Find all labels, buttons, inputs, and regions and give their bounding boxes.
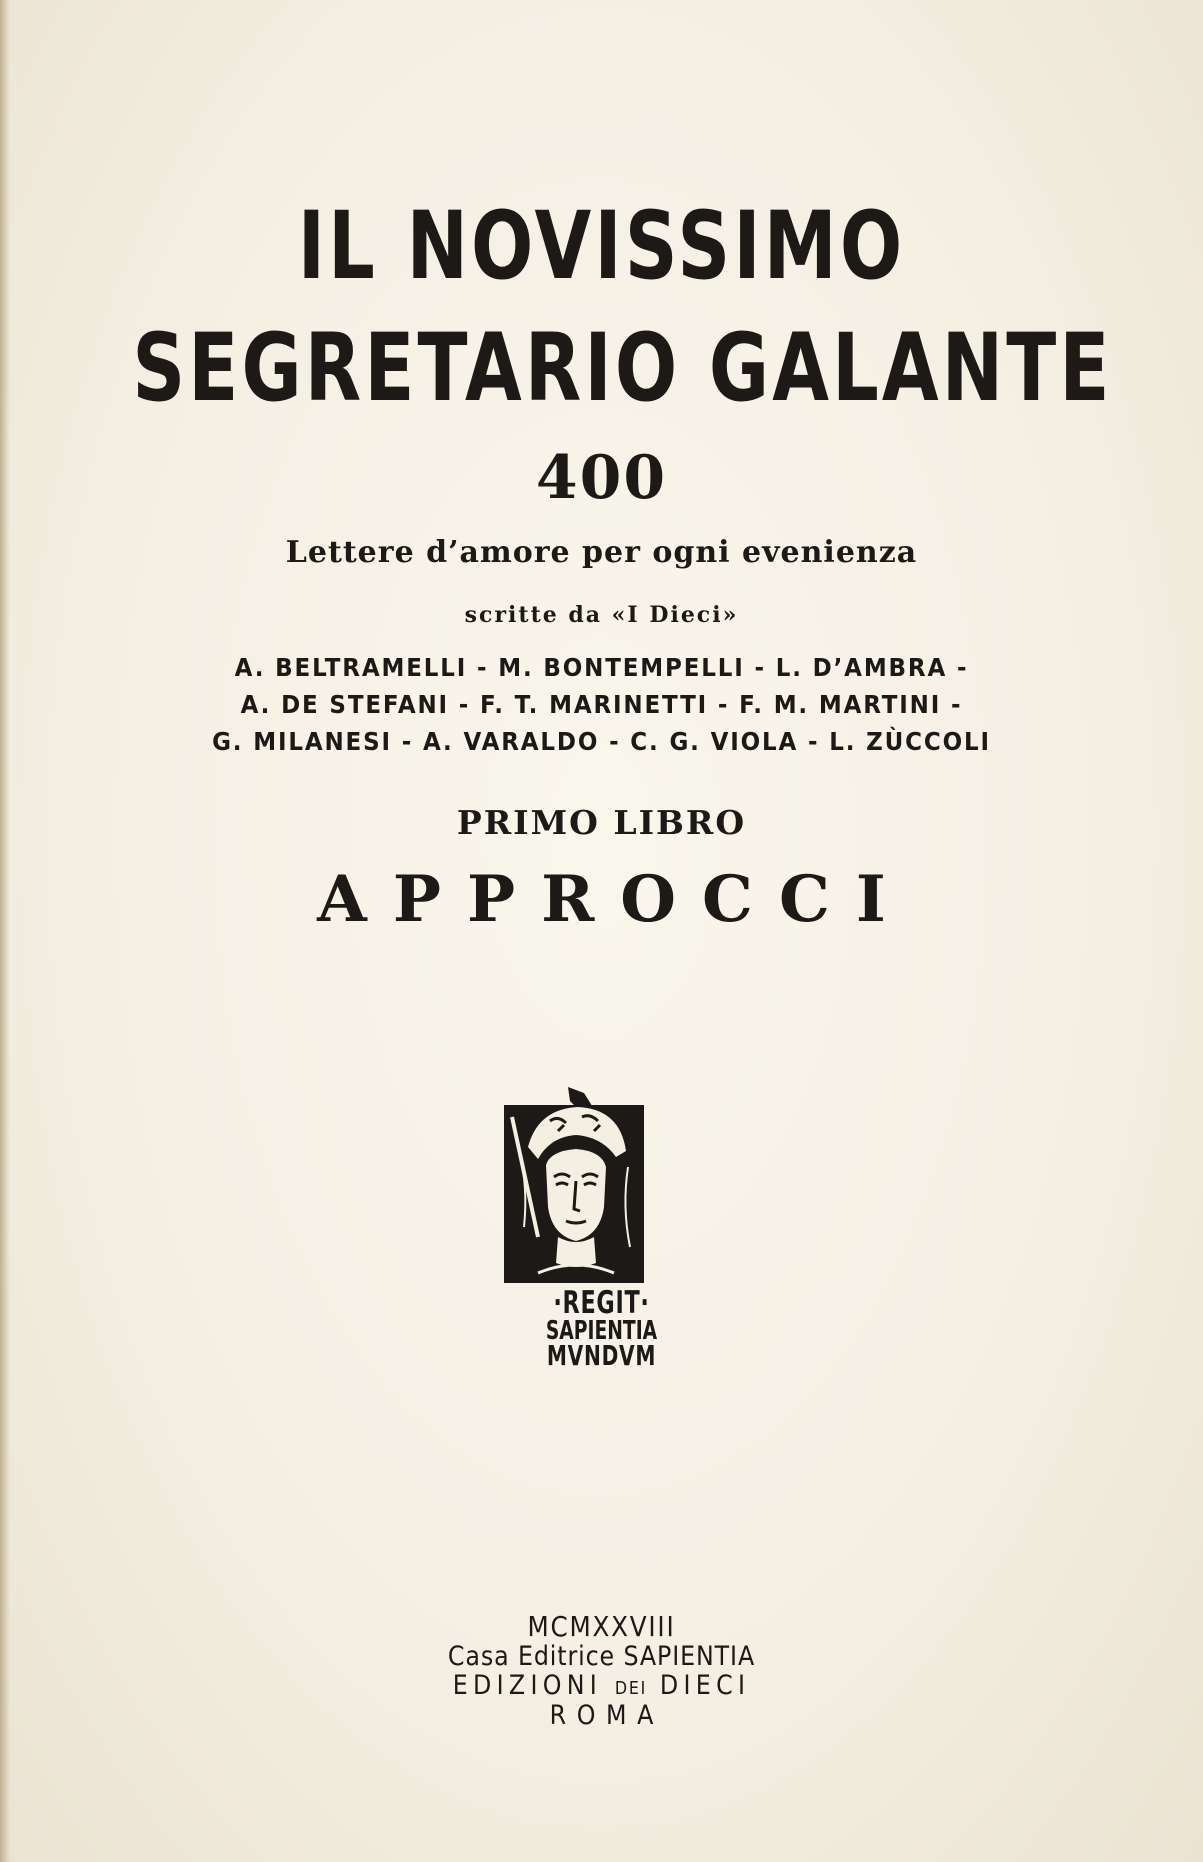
minerva-head-icon (498, 1087, 650, 1287)
letter-count: 400 (535, 443, 668, 513)
byline: scritte da «I Dieci» (464, 602, 739, 628)
title-line-1: IL NOVISSIMO (297, 192, 906, 301)
authors-line-1: A. BELTRAMELLI - M. BONTEMPELLI - L. D’AMBRA - (234, 653, 969, 682)
edition-word-2: DEI (614, 1678, 648, 1699)
emblem-motto-line-3: MVNDVM (546, 1339, 657, 1372)
edition-word-1: EDIZIONI (452, 1670, 603, 1701)
title-line-2: SEGRETARIO GALANTE (132, 314, 1113, 423)
emblem-motto-line-1: ·REGIT· (553, 1285, 650, 1321)
edition-word-3: DIECI (659, 1670, 751, 1701)
emblem-motto-line-2: SAPIENTIA (545, 1316, 658, 1346)
publication-year: MCMXXVIII (527, 1610, 676, 1643)
edition-line (72, 1672, 1131, 1699)
subtitle: Lettere d’amore per ogni evenienza (285, 535, 918, 570)
authors-line-2: A. DE STEFANI - F. T. MARINETTI - F. M. MARTINI - (240, 690, 963, 719)
publisher-name: Casa Editrice SAPIENTIA (447, 1641, 756, 1672)
book-title: APPROCCI (317, 862, 912, 937)
authors-line-3: G. MILANESI - A. VARALDO - C. G. VIOLA - L. ZÙCCOLI (212, 727, 991, 756)
book-number: PRIMO LIBRO (456, 803, 747, 842)
publication-city: ROMA (549, 1700, 664, 1731)
